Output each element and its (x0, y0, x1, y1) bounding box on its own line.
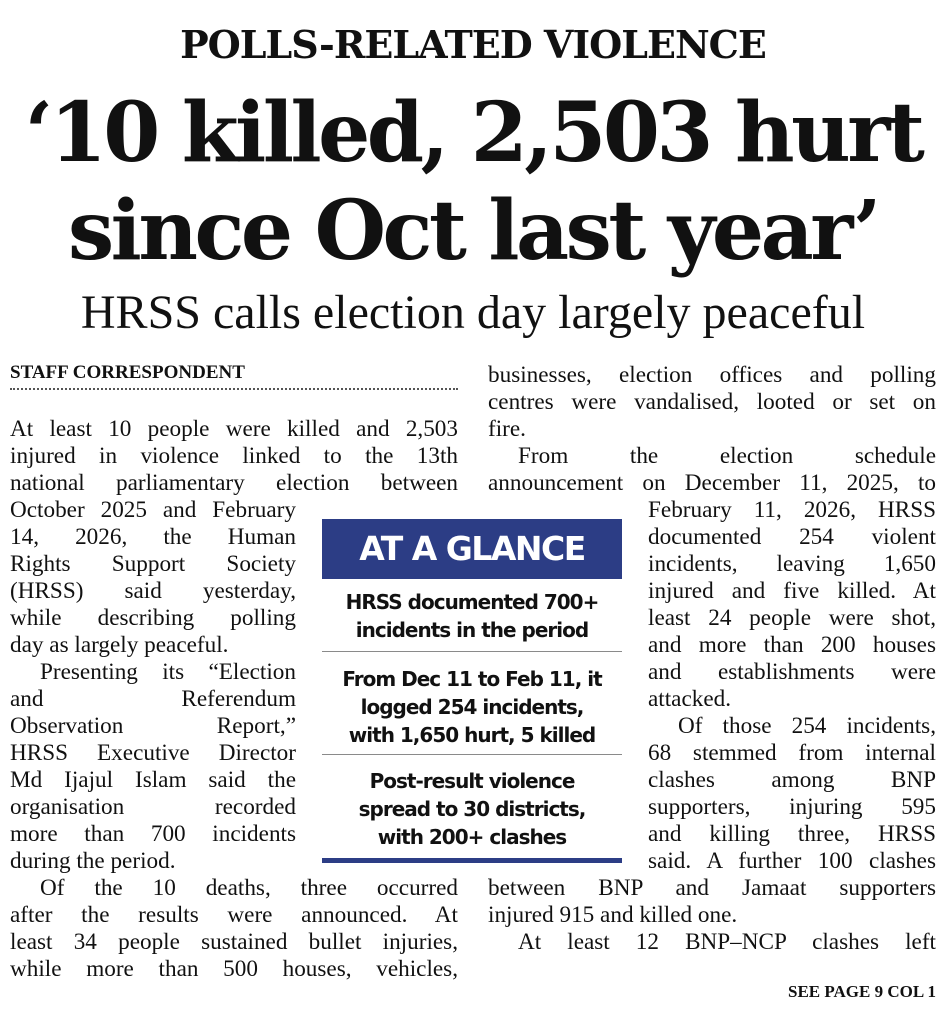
glance-item-line: logged 254 incidents, (360, 695, 584, 719)
body-line: documented 254 violent (648, 524, 936, 550)
body-line: injured 915 and killed one. (488, 902, 738, 928)
glance-item-line: spread to 30 districts, (358, 797, 586, 821)
body-line: February 11, 2026, HRSS (648, 497, 936, 523)
headline (0, 84, 946, 280)
body-line: HRSS Executive Director (10, 740, 296, 766)
body-line: organisation recorded (10, 794, 296, 820)
body-line: injured and five killed. At (648, 578, 936, 604)
body-line: announcement on December 11, 2025, to (488, 470, 936, 496)
glance-item (322, 755, 622, 851)
glance-item (322, 652, 622, 755)
glance-item (322, 579, 622, 652)
body-line: least 34 people sustained bullet injuries, (10, 929, 458, 955)
body-line: after the results were announced. At (10, 902, 458, 928)
body-line: 14, 2026, the Human (10, 524, 296, 550)
body-line: and more than 200 houses (648, 632, 936, 658)
kicker: POLLS-RELATED VIOLENCE (180, 22, 766, 67)
body-line: Presenting its “Election (40, 659, 296, 685)
body-line: and killing three, HRSS (648, 821, 936, 847)
at-a-glance-box (322, 519, 622, 863)
body-line: during the period. (10, 848, 176, 874)
body-line: Md Ijajul Islam said the (10, 767, 296, 793)
glance-item-line: incidents in the period (355, 618, 589, 642)
glance-item-line: HRSS documented 700+ (345, 590, 599, 614)
glance-bottom-rule (322, 858, 622, 863)
glance-title: AT A GLANCE (322, 519, 622, 579)
body-line: October 2025 and February (10, 497, 296, 523)
body-line: clashes among BNP (648, 767, 936, 793)
body-line: supporters, injuring 595 (648, 794, 936, 820)
body-line: fire. (488, 416, 526, 442)
body-line: At least 10 people were killed and 2,503 (10, 416, 458, 442)
body-line: while more than 500 houses, vehicles, (10, 956, 458, 982)
body-line: national parliamentary election between (10, 470, 458, 496)
body-line: businesses, election offices and polling (488, 362, 936, 388)
glance-item-line: From Dec 11 to Feb 11, it (342, 667, 602, 691)
body-line: and Referendum (10, 686, 296, 712)
glance-item-line: with 200+ clashes (377, 825, 567, 849)
body-line: least 24 people were shot, (648, 605, 936, 631)
body-line: From the election schedule (518, 443, 936, 469)
body-line: Of those 254 incidents, (678, 713, 936, 739)
body-line: Of the 10 deaths, three occurred (40, 875, 458, 901)
headline-line: since Oct last year’ (68, 183, 878, 279)
body-line: injured in violence linked to the 13th (10, 443, 458, 469)
body-line: incidents, leaving 1,650 (648, 551, 936, 577)
body-line: more than 700 incidents (10, 821, 296, 847)
body-line: centres were vandalised, looted or set on (488, 389, 936, 415)
subheadline: HRSS calls election day largely peaceful (80, 286, 866, 339)
body-line: between BNP and Jamaat supporters (488, 875, 936, 901)
body-line: while describing polling (10, 605, 296, 631)
glance-item-line: Post-result violence (369, 769, 575, 793)
body-line: Rights Support Society (10, 551, 296, 577)
glance-item-line: with 1,650 hurt, 5 killed (348, 723, 596, 747)
body-line: attacked. (648, 686, 732, 712)
body-line: 68 stemmed from internal (648, 740, 936, 766)
body-line: At least 12 BNP–NCP clashes left (518, 929, 936, 955)
continued-on-page: SEE PAGE 9 COL 1 (788, 982, 936, 1001)
body-line: Observation Report,” (10, 713, 296, 739)
headline-line: ‘10 killed, 2,503 hurt (24, 85, 922, 181)
body-line: said. A further 100 clashes (648, 848, 936, 874)
byline: STAFF CORRESPONDENT (10, 362, 458, 390)
body-line: and establishments were (648, 659, 936, 685)
body-line: (HRSS) said yesterday, (10, 578, 296, 604)
body-line: day as largely peaceful. (10, 632, 229, 658)
